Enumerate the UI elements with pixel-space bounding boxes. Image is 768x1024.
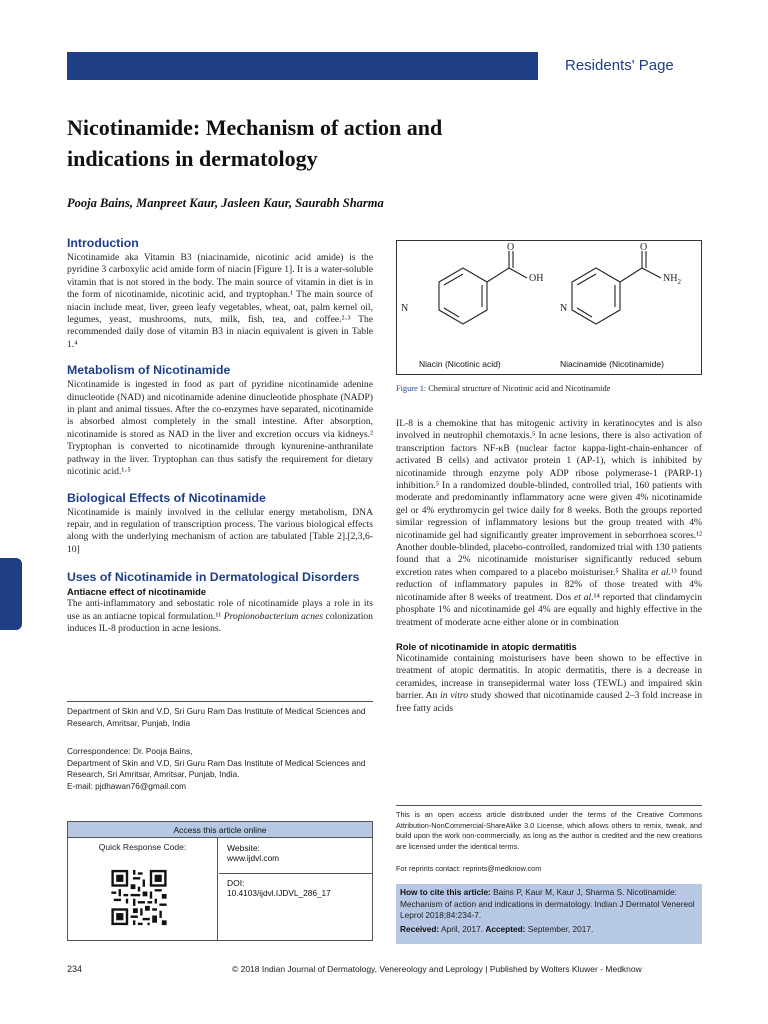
authors: Pooja Bains, Manpreet Kaur, Jasleen Kaur, Saurabh Sharma xyxy=(67,196,384,210)
email-link[interactable]: E-mail: pjdhawan76@gmail.com xyxy=(67,780,187,791)
doi-cell xyxy=(227,878,331,898)
link-cells xyxy=(219,838,372,940)
cite-box: How to cite this article: Bains P, Kaur M, Kaur J, Sharma S. Nicotinamide: Mechanism of action and indications in dermatology. Indian J Dermatol Venereol Leprol 2018;84:234-7. Received: April, 2017. Accepted: September, 2017. xyxy=(396,884,702,944)
uses-text: The anti-inflammatory and sebostatic role of nicotinamide plays a role in its use as an antiacne topical formulation.¹¹ Propionobacterium acnes colonization induces IL-8 production in acne lesions. xyxy=(67,598,373,634)
page-number: 234 xyxy=(67,964,83,974)
atopic-heading: Role of nicotinamide in atopic dermatitis xyxy=(396,640,577,652)
figure-caption: Figure 1: Chemical structure of Nicotinic acid and Nicotinamide xyxy=(396,384,611,393)
website-cell xyxy=(227,843,279,863)
affiliation: Department of Skin and V.D, Sri Guru Ram Das Institute of Medical Sciences and Research, Amritsar, Punjab, India xyxy=(67,706,366,728)
license-rule xyxy=(396,805,702,806)
doi-label: DOI: xyxy=(227,878,245,888)
qr-cell xyxy=(68,838,218,940)
access-heading: Access this article online xyxy=(68,822,372,838)
side-tab xyxy=(0,558,22,630)
affiliation-rule xyxy=(67,701,373,702)
footer-copyright: © 2018 Indian Journal of Dermatology, Venereology and Leprology | Published by Wolters Kluwer - Medknow xyxy=(232,964,642,974)
atopic-text: Nicotinamide containing moisturisers have been shown to be effective in treatment of atopic dermatitis. In atopic dermatitis, there is a decrease in ceramides, increase in transepidermal water loss (TEWL) and impaired skin barrier. An in vitro study showed that nicotinamide caused 2–3 fold increase in free fatty acids xyxy=(396,652,702,714)
label-n2: N xyxy=(560,303,568,314)
section-label: Residents' Page xyxy=(565,57,674,74)
uses-heading: Uses of Nicotinamide in Dermatological Disorders xyxy=(67,570,360,585)
introduction-heading: Introduction xyxy=(67,236,139,250)
left-column xyxy=(67,236,373,635)
biological-heading: Biological Effects of Nicotinamide xyxy=(67,490,266,505)
introduction-text: Nicotinamide aka Vitamin B3 (niacinamide, nicotinic acid amide) is the pyridine 3 carboxylic acid amide form of niacin [Figure 1]. It is a water-soluble vitamin that is not stored in the body. The main source of vitamin in diet is in the form of nicotinamide, nicotinic acid, and tryptophan.¹ The main source of niacin include meat, liver, green leafy vegetables, wheat, oat, palm kernel oil, legumes, yeast, mushrooms, nuts, milk, fish, tea, and coffee.²·³ The recommended daily dose of vitamin B3 in niacin equivalent is given in Table 1.⁴ xyxy=(67,252,373,350)
doi-link[interactable]: 10.4103/ijdvl.IJDVL_286_17 xyxy=(227,888,331,898)
qr-label: Quick Response Code: xyxy=(98,842,187,852)
biological-text: Nicotinamide is mainly involved in the cellular energy metabolism, DNA repair, and in regulation of transcription process. The various biological effects along with the underlying mechanism of action are tabulated [Table 2].[2,3,6-10] xyxy=(67,506,373,555)
header-bar xyxy=(67,52,538,80)
label-nh2: $NH_2$ xyxy=(663,273,681,286)
niacinamide-ring xyxy=(572,268,620,324)
niacin-ring xyxy=(439,268,487,324)
label-oh: OH xyxy=(529,273,544,284)
license-text: This is an open access article distributed under the terms of the Creative Commons Attribution-NonCommercial-ShareAlike 3.0 License, which allows others to remix, tweak, and build upon the work non-commercially, as long as the author is credited and the new creations are licensed under the identical terms. xyxy=(396,810,702,851)
reprints-text: For reprints contact: reprints@medknow.com xyxy=(396,864,542,873)
metabolism-heading: Metabolism of Nicotinamide xyxy=(67,363,231,378)
website-label: Website: xyxy=(227,843,260,853)
niacin-bond xyxy=(487,268,509,282)
niacin-name: Niacin (Nicotinic acid) xyxy=(419,359,501,369)
article-title: Nicotinamide: Mechanism of action and indications in dermatology xyxy=(67,115,443,171)
label-n1: N xyxy=(401,303,409,314)
niacinamide-bond xyxy=(620,268,642,282)
label-o2: O xyxy=(640,242,648,253)
antiacne-subheading: Antiacne effect of nicotinamide xyxy=(67,586,207,598)
acne-continued-text: IL-8 is a chemokine that has mitogenic activity in keratinocytes and is also involved in neutrophil chemotaxis.⁵ In acne lesions, there is also activation of transcription factors NF-κB (nuclear factor kappa-light-chain-enhancer of activated B cells) and activator protein 1 (AP-1), which is inhibited by nicotinamide through enzyme poly ADP ribose polymerase-1 (PARP-1) inhibition.⁵ In a randomized double-blinded, controlled trial, 160 patients with moderate and predominantly inflammatory acne were given 4% nicotinamide gel or 4% erythromycin gel twice daily for 8 weeks. Both the groups reported similar regression of inflammatory lesions but the group treated with 4% nicotinamide gel had significantly greater improvement in seborrhoea scores.¹² Another double-blinded, placebo-controlled, randomized trial with 130 patients found that a 2% nicotinamide moisturiser significantly reduced sebum excretion rates when compared to a placebo moisturiser.⁵ Shalita et al.¹³ found reduction of inflammatory papules in 82% of those treated with 4% nicotinamide after 8 weeks of treatment. Dos et al.¹⁴ reported that clindamycin phosphate 1% and nicotinamide gel 4% are equally and highly effective in the treatment of moderate acne either alone or in combination xyxy=(396,418,702,628)
label-o1: O xyxy=(507,242,515,253)
website-link[interactable]: www.ijdvl.com xyxy=(227,853,280,863)
correspondence: Correspondence: Dr. Pooja Bains, Department of Skin and V.D, Sri Guru Ram Das Institute of Medical Sciences and Research, Sri Amritsar, Amritsar, Punjab, India. E-mail: pjdhawan76@gmail.com xyxy=(67,746,373,792)
right-column xyxy=(396,418,702,715)
metabolism-text: Nicotinamide is ingested in food as part of pyridine nicotinamide adenine dinucleotide (NAD) and nicotinamide adenine dinucleotide phosphate (NADP) in plant and animal tissues. After the co-enzymes have separated, nicotinamide is absorbed almost completely in the small intestine. After absorption, nicotinamide is stored as NAD in the liver and excretion occurs via kidneys.² Tryptophan is converted to nicotinamide through kynurenine-anthranilate pathway in the liver. Tryptophan can thus satisfy the requirement for dietary nicotinic acid.¹·⁵ xyxy=(67,379,373,478)
figure-1 xyxy=(396,240,702,375)
niacinamide-name: Niacinamide (Nicotinamide) xyxy=(560,359,664,369)
chemical-structure-diagram xyxy=(397,241,701,374)
qr-code-icon[interactable] xyxy=(109,860,169,935)
access-box xyxy=(67,821,373,941)
